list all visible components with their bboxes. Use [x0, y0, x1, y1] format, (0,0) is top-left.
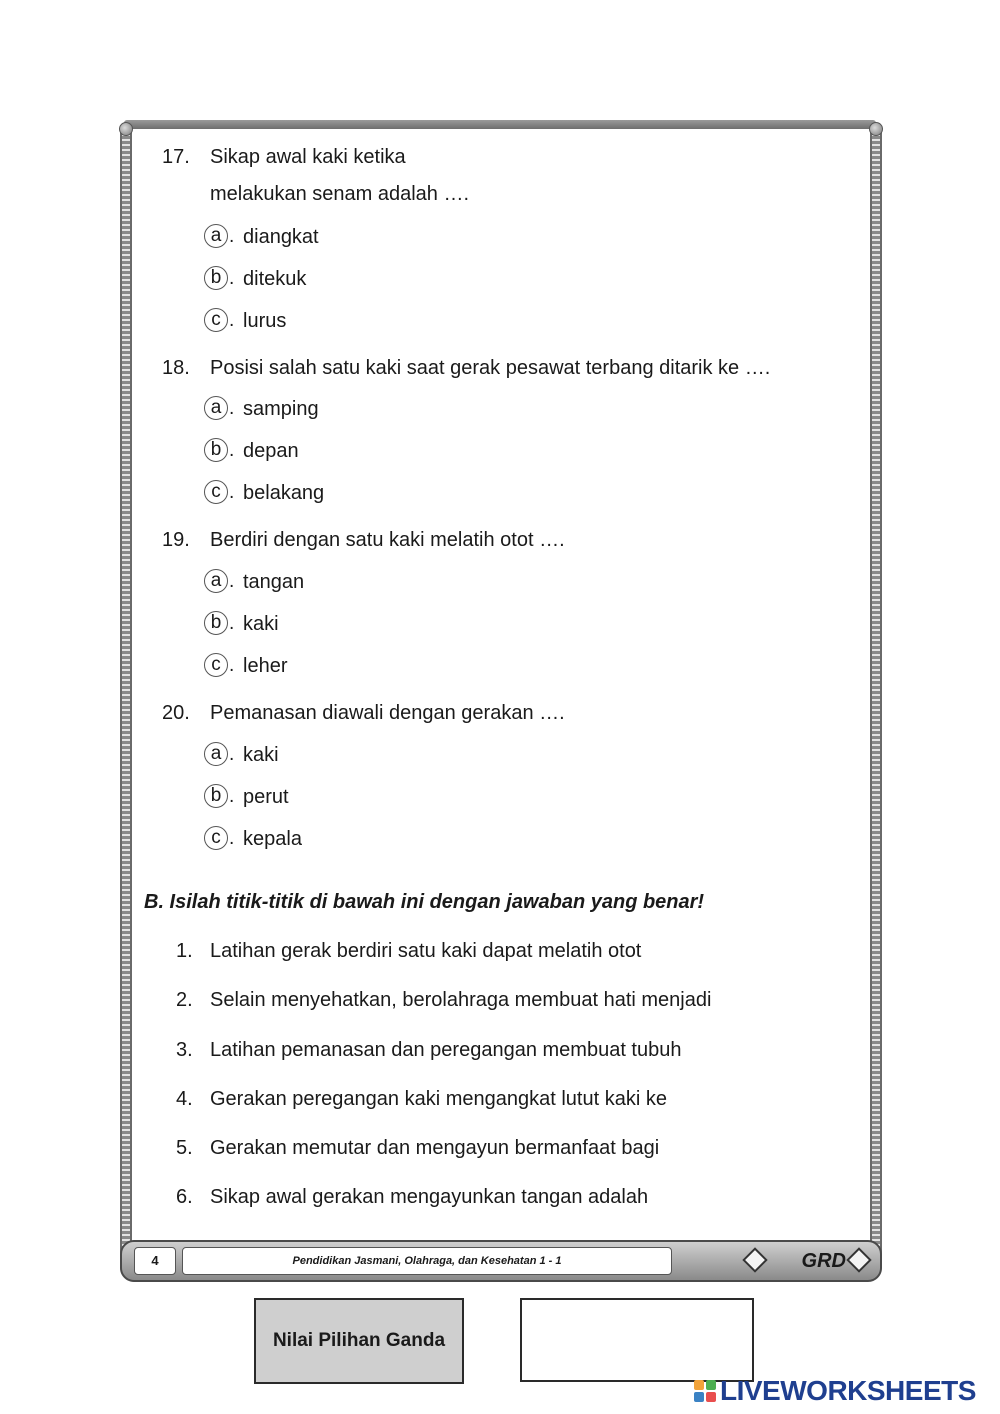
option-letter: b: [204, 611, 228, 635]
page-footer: [120, 1240, 882, 1282]
publisher-badge: GRD: [801, 1250, 846, 1272]
option-text: perut: [243, 786, 289, 808]
question-number: 18.: [162, 357, 190, 379]
option-letter: a: [204, 569, 228, 593]
fill-item-text: Latihan pemanasan dan peregangan membuat tubuh: [210, 1039, 682, 1061]
question-text: Posisi salah satu kaki saat gerak pesawat terbang ditarik ke ….: [210, 357, 771, 379]
option-text: diangkat: [243, 226, 319, 248]
fill-item-number: 3.: [176, 1039, 193, 1061]
option-text: depan: [243, 440, 299, 462]
liveworksheets-icon: [694, 1380, 716, 1402]
option-text: tangan: [243, 571, 305, 593]
frame-top-rail: [124, 120, 876, 129]
option-letter: c: [204, 308, 228, 332]
option-text: belakang: [243, 482, 325, 504]
option-letter: a: [204, 224, 228, 248]
option-letter: c: [204, 653, 228, 677]
option-letter: a: [204, 742, 228, 766]
book-title: Pendidikan Jasmani, Olahraga, dan Kesehatan 1 - 1: [182, 1247, 672, 1275]
option-letter: b: [204, 438, 228, 462]
frame-left-rail: [120, 126, 132, 1256]
option-text: leher: [243, 655, 288, 677]
fill-item-text: Selain menyehatkan, berolahraga membuat hati menjadi: [210, 989, 712, 1011]
option-text: kaki: [243, 744, 279, 766]
fill-item-text: Sikap awal gerakan mengayunkan tangan adalah: [210, 1186, 649, 1208]
score-label: Nilai Pilihan Ganda: [254, 1298, 464, 1384]
frame-knob-right: [869, 122, 883, 136]
option-letter: a: [204, 396, 228, 420]
logo-square: [706, 1392, 716, 1402]
fill-item-text: Gerakan memutar dan mengayun bermanfaat bagi: [210, 1137, 660, 1159]
fill-item-number: 2.: [176, 989, 193, 1011]
option-letter: b: [204, 266, 228, 290]
option-letter: b: [204, 784, 228, 808]
frame-right-rail: [870, 126, 882, 1256]
question-text: Sikap awal kaki ketika: [210, 146, 406, 168]
question-text-continued: melakukan senam adalah ….: [210, 183, 470, 205]
fill-item-text: Latihan gerak berdiri satu kaki dapat melatih otot: [210, 940, 642, 962]
question-text: Pemanasan diawali dengan gerakan ….: [210, 702, 565, 724]
frame-knob-left: [119, 122, 133, 136]
fill-item-text: Gerakan peregangan kaki mengangkat lutut kaki ke: [210, 1088, 667, 1110]
option-text: samping: [243, 398, 319, 420]
option-text: kepala: [243, 828, 302, 850]
fill-item-number: 1.: [176, 940, 193, 962]
option-text: ditekuk: [243, 268, 307, 290]
option-letter: c: [204, 480, 228, 504]
logo-square: [694, 1392, 704, 1402]
option-letter: c: [204, 826, 228, 850]
brand-name: LIVEWORKSHEETS: [720, 1375, 976, 1406]
fill-item-number: 6.: [176, 1186, 193, 1208]
section-b-heading: B. Isilah titik-titik di bawah ini dengan jawaban yang benar!: [144, 891, 705, 913]
question-number: 19.: [162, 529, 190, 551]
option-text: lurus: [243, 310, 287, 332]
liveworksheets-logo: [694, 1376, 976, 1406]
question-number: 20.: [162, 702, 190, 724]
question-number: 17.: [162, 146, 190, 168]
fill-item-number: 4.: [176, 1088, 193, 1110]
score-input-box[interactable]: [520, 1298, 754, 1382]
question-text: Berdiri dengan satu kaki melatih otot ….: [210, 529, 565, 551]
logo-square: [706, 1380, 716, 1390]
page-number: 4: [134, 1247, 176, 1275]
option-text: kaki: [243, 613, 279, 635]
fill-item-number: 5.: [176, 1137, 193, 1159]
logo-square: [694, 1380, 704, 1390]
